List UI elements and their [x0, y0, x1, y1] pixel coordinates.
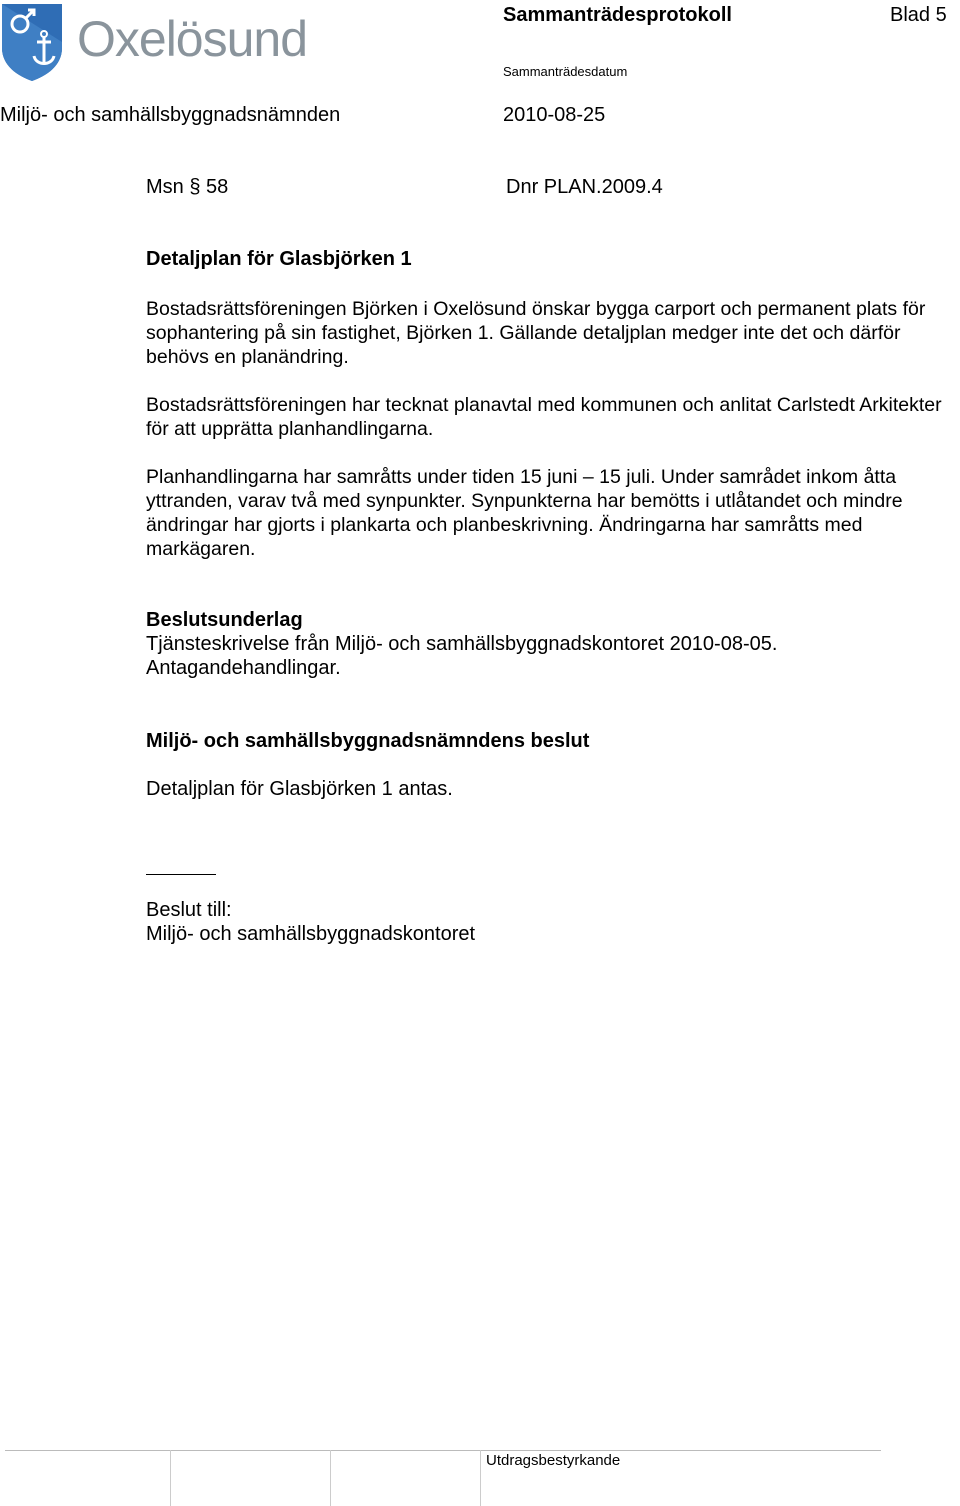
decision-heading: Miljö- och samhällsbyggnadsnämndens beslut	[146, 730, 590, 752]
paragraph-3	[146, 465, 960, 561]
paragraph-text: Planhandlingarna har samråtts under tiden 15 juni – 15 juli. Under samrådet inkom åtta yttranden, varav två med synpunkter. Synpunkterna har bemötts i utlåtandet och mindre ändringar har gjorts i plankarta och planbeskrivning. Ändringarna har samråtts med markägaren.	[146, 466, 903, 560]
basis-line-1: Tjänsteskrivelse från Miljö- och samhällsbyggnadskontoret 2010-08-05.	[146, 633, 778, 655]
basis-line-2: Antagandehandlingar.	[146, 657, 341, 679]
logo-wordmark: Oxelösund	[77, 11, 308, 67]
paragraph-2	[146, 393, 960, 441]
footer-cell-divider	[330, 1450, 331, 1506]
basis-heading: Beslutsunderlag	[146, 609, 303, 631]
case-number: Dnr PLAN.2009.4	[506, 176, 663, 198]
paragraph-text: Bostadsrättsföreningen har tecknat planavtal med kommunen och anlitat Carlstedt Arkitekter för att upprätta planhandlingarna.	[146, 394, 942, 440]
paragraph-1	[146, 297, 960, 369]
sent-to-label: Beslut till:	[146, 899, 232, 921]
committee-name: Miljö- och samhällsbyggnadsnämnden	[0, 104, 341, 126]
sent-to-recipient: Miljö- och samhällsbyggnadskontoret	[146, 923, 476, 945]
municipality-logo	[0, 2, 340, 82]
footer-cell-divider	[480, 1450, 481, 1506]
footer-cell-divider	[170, 1450, 171, 1506]
document-type: Sammanträdesprotokoll	[503, 4, 732, 26]
paragraph-text: Bostadsrättsföreningen Björken i Oxelösund önskar bygga carport och permanent plats för sophantering på sin fastighet, Björken 1. Gällande detaljplan medger inte det och därför behövs en planändring.	[146, 298, 926, 368]
item-title: Detaljplan för Glasbjörken 1	[146, 248, 412, 270]
date-label: Sammanträdesdatum	[503, 64, 628, 79]
page-number: Blad 5	[890, 4, 947, 26]
footer-divider	[5, 1450, 881, 1451]
decision-text: Detaljplan för Glasbjörken 1 antas.	[146, 778, 453, 800]
paragraph-number: Msn § 58	[146, 176, 229, 198]
certification-label: Utdragsbestyrkande	[486, 1452, 621, 1469]
meeting-date: 2010-08-25	[503, 104, 606, 126]
coat-of-arms-icon	[0, 2, 64, 82]
separator-line	[146, 874, 216, 875]
